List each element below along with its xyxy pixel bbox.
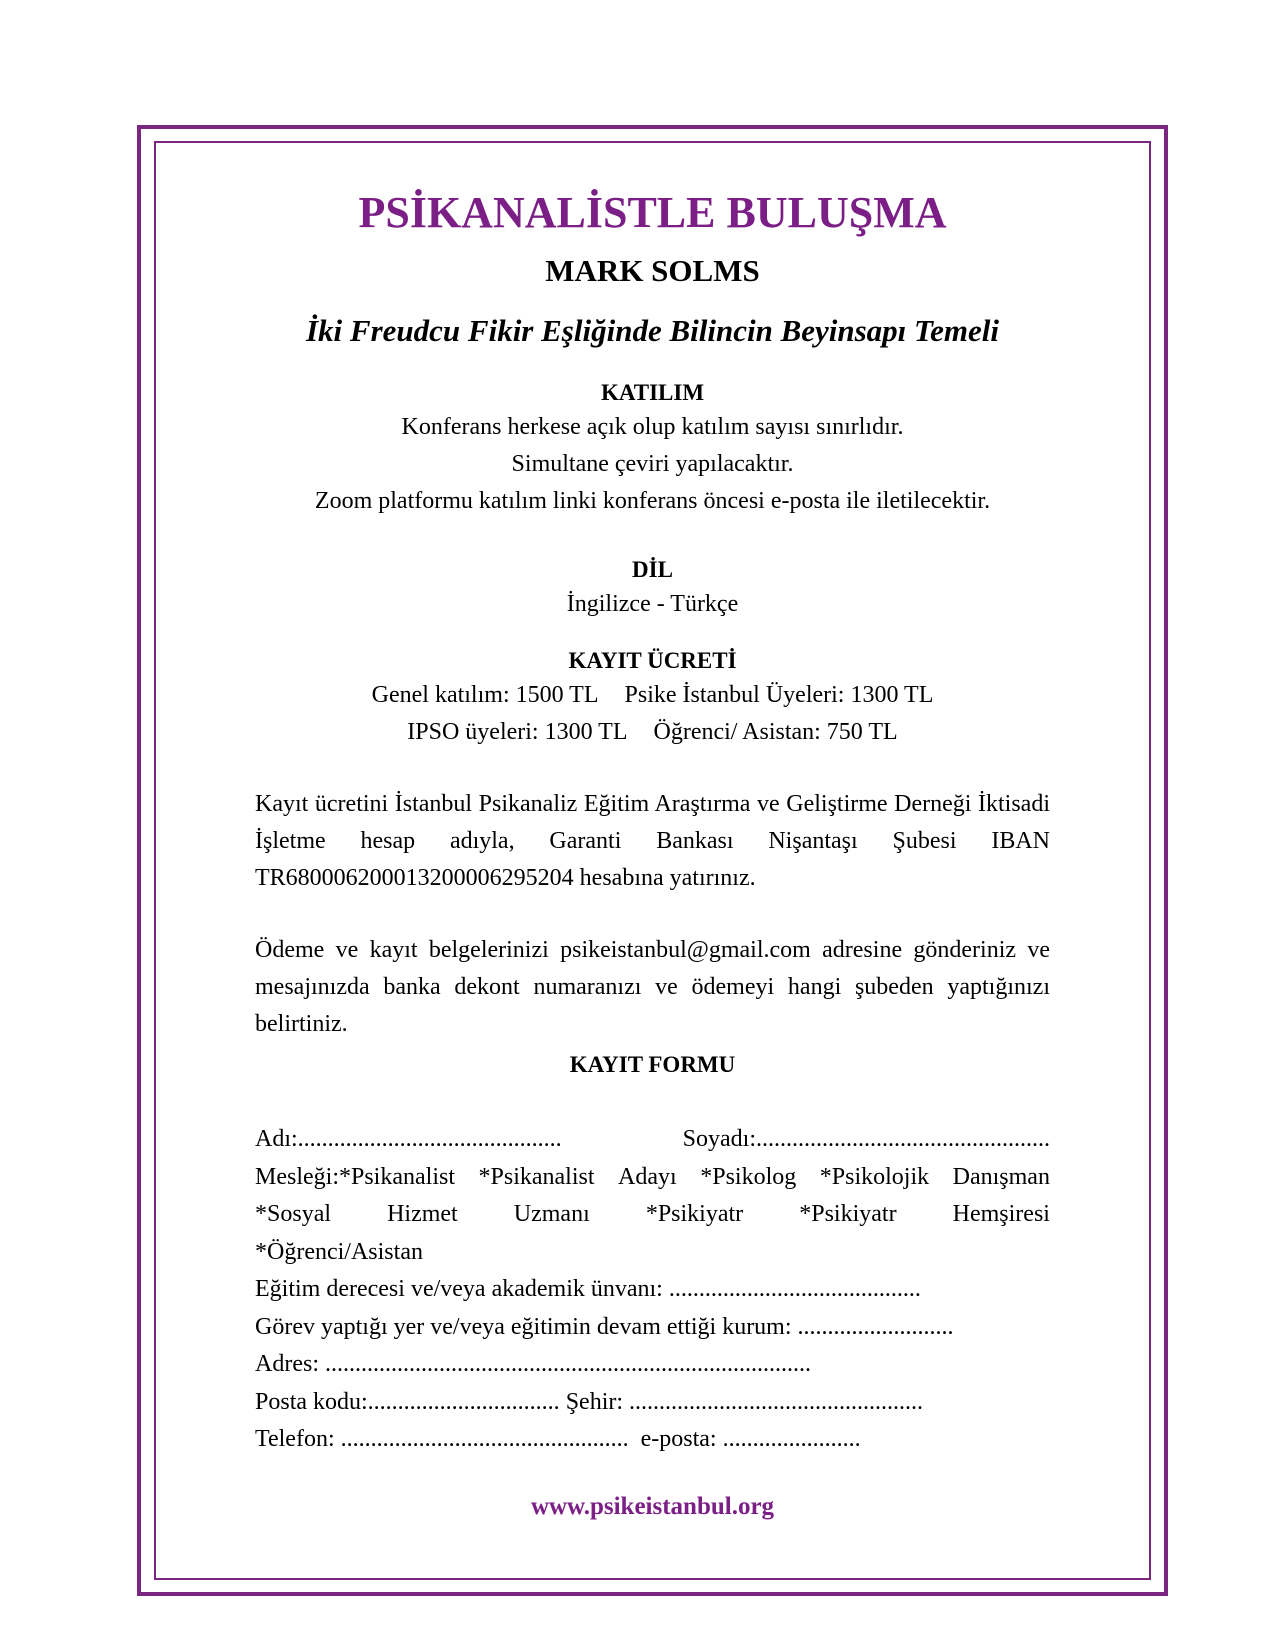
speaker-name: MARK SOLMS xyxy=(545,253,760,288)
talk-title: İki Freudcu Fikir Eşliğinde Bilincin Beyinsapı Temeli xyxy=(305,313,999,348)
profession-option: Adayı xyxy=(618,1163,677,1190)
form-address-field: Adres: ................................................................................. xyxy=(255,1351,811,1377)
profession-option: *Psikiyatr xyxy=(799,1201,897,1227)
form-profession-row-3: *Öğrenci/Asistan xyxy=(255,1238,423,1265)
profession-option: Hemşiresi xyxy=(952,1201,1050,1227)
fee-row xyxy=(255,677,1050,714)
event-title: PSİKANALİSTLE BULUŞMA xyxy=(358,188,947,237)
form-phone-field: Telefon: ................................................ xyxy=(255,1426,629,1452)
fee-general: Genel katılım: 1500 TL xyxy=(371,682,599,708)
form-name-field: Adı:............................................ xyxy=(255,1126,562,1152)
profession-option: Mesleği:*Psikanalist xyxy=(255,1163,455,1190)
profession-option: Uzmanı xyxy=(513,1201,590,1227)
language-value: İngilizce - Türkçe xyxy=(566,591,739,617)
payment-instructions: Kayıt ücretini İstanbul Psikanaliz Eğitim Araştırma ve Geliştirme Derneği İktisadi İşletme hesap adıyla, Garanti Bankası Nişantaşı Şubesi IBAN TR680006200013200006295204 hesabına yatırınız. xyxy=(255,791,1050,891)
participation-line: Simultane çeviri yapılacaktır. xyxy=(511,451,794,477)
form-name-row xyxy=(255,1121,1050,1159)
profession-option: *Sosyal xyxy=(255,1201,332,1227)
profession-option: *Psikolog xyxy=(700,1163,797,1190)
form-phone-email-row xyxy=(255,1421,1050,1459)
flyer-content xyxy=(255,185,1050,1523)
language-heading: DİL xyxy=(632,557,673,582)
participation-heading: KATILIM xyxy=(600,380,705,405)
participation-line: Konferans herkese açık olup katılım sayısı sınırlıdır. xyxy=(401,414,904,440)
website-link[interactable]: www.psikeistanbul.org xyxy=(530,1492,775,1520)
submission-instructions: Ödeme ve kayıt belgelerinizi psikeistanbul@gmail.com adresine gönderiniz ve mesajınızda banka dekont numaranızı ve ödemeyi hangi şubeden yaptığınızı belirtiniz. xyxy=(255,937,1050,1037)
form-profession-row-2 xyxy=(255,1196,1050,1234)
profession-option: Hizmet xyxy=(387,1201,458,1227)
fee-row xyxy=(255,714,1050,751)
form-surname-field: Soyadı:................................................. xyxy=(682,1126,1050,1152)
form-profession-row-1 xyxy=(255,1159,1050,1197)
form-postal-field: Posta kodu:................................ xyxy=(255,1388,560,1415)
profession-option: *Psikolojik xyxy=(819,1163,930,1190)
form-postal-city-row xyxy=(255,1384,1050,1422)
fee-heading: KAYIT ÜCRETİ xyxy=(568,648,737,673)
form-heading: KAYIT FORMU xyxy=(569,1052,736,1077)
form-email-field: e-posta: ....................... xyxy=(640,1426,861,1452)
fee-members: Psike İstanbul Üyeleri: 1300 TL xyxy=(624,682,934,708)
participation-line: Zoom platformu katılım linki konferans öncesi e-posta ile iletilecektir. xyxy=(314,488,991,514)
fee-ipso: IPSO üyeleri: 1300 TL xyxy=(407,719,628,745)
profession-option: *Psikanalist xyxy=(478,1163,595,1190)
form-education-field: Eğitim derecesi ve/veya akademik ünvanı: .......................................... xyxy=(255,1276,921,1302)
fee-student: Öğrenci/ Asistan: 750 TL xyxy=(653,719,898,745)
profession-option: *Psikiyatr xyxy=(645,1201,744,1227)
profession-option: Danışman xyxy=(952,1163,1050,1190)
form-workplace-field: Görev yaptığı yer ve/veya eğitimin devam ettiği kurum: .......................... xyxy=(255,1313,954,1340)
form-city-field: Şehir: ................................................. xyxy=(565,1388,924,1415)
